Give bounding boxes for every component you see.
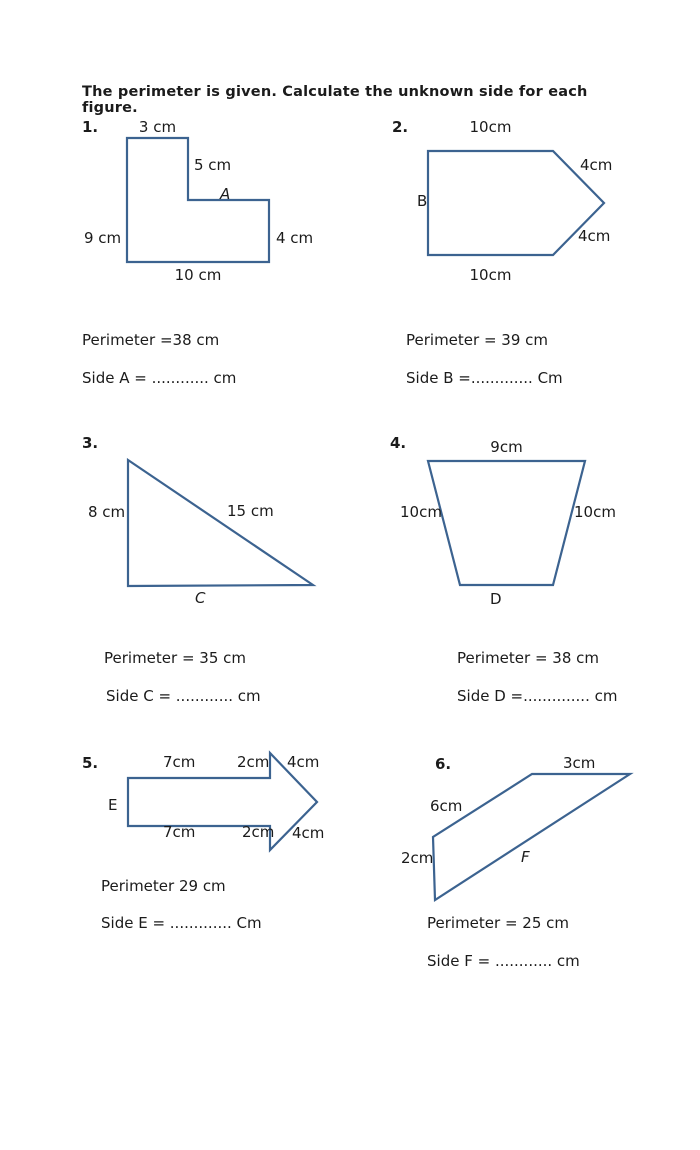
figure-5-unknown-side-label: E (108, 796, 118, 814)
figure-5-top-shaft-label: 7cm (163, 753, 196, 771)
figure-2-lower-right-label: 4cm (578, 227, 611, 245)
figure-4-number: 4. (390, 434, 407, 452)
figure-4-top-label: 9cm (490, 438, 523, 456)
figure-3-perimeter-text: Perimeter = 35 cm (104, 649, 247, 667)
figure-5-bottom-notch-label: 2cm (242, 823, 275, 841)
figure-4-unknown-side-label: D (490, 590, 502, 608)
figure-4-right-label: 10cm (574, 503, 616, 521)
figure-5-bottom-shaft-label: 7cm (163, 823, 196, 841)
figure-4-left-label: 10cm (400, 503, 442, 521)
figure-3-side-answer-blank: Side C = ............ cm (106, 687, 261, 705)
figure-6-left-label: 2cm (401, 849, 434, 867)
figure-4-perimeter-text: Perimeter = 38 cm (457, 649, 600, 667)
figure-3-triangle-shape (128, 460, 313, 586)
figure-3-hypotenuse-label: 15 cm (227, 502, 274, 520)
figure-1-bottom-label: 10 cm (174, 266, 222, 284)
worksheet-title: The perimeter is given. Calculate the unknown side for each figure. (82, 84, 588, 116)
figure-6-upper-left-label: 6cm (430, 797, 463, 815)
figure-2-side-answer-blank: Side B =............. Cm (406, 369, 563, 387)
figure-5-top-notch-label: 2cm (237, 753, 270, 771)
figure-3-unknown-side-label: C (195, 589, 206, 607)
figure-2-bottom-label: 10cm (469, 266, 512, 284)
figure-5-perimeter-text: Perimeter 29 cm (101, 877, 226, 895)
figure-5-number: 5. (82, 754, 99, 772)
figure-6-side-answer-blank: Side F = ............ cm (427, 952, 580, 970)
figure-5-side-answer-blank: Side E = ............. Cm (101, 914, 262, 932)
figure-3-left-label: 8 cm (88, 503, 126, 521)
figure-2-number: 2. (392, 118, 409, 136)
figure-6-unknown-side-label: F (521, 848, 530, 866)
figure-1-perimeter-text: Perimeter =38 cm (82, 331, 220, 349)
figure-6-quadrilateral-shape (433, 774, 630, 900)
figure-2-upper-right-label: 4cm (580, 156, 613, 174)
figure-1-right-label: 4 cm (276, 229, 314, 247)
figure-2-perimeter-text: Perimeter = 39 cm (406, 331, 549, 349)
figure-1-left-label: 9 cm (84, 229, 122, 247)
figure-2-unknown-side-label: B (417, 192, 428, 210)
figure-1-number: 1. (82, 118, 99, 136)
figure-6-number: 6. (435, 755, 452, 773)
figure-4-trapezoid-shape (428, 461, 585, 585)
figure-5-bottom-head-label: 4cm (292, 824, 325, 842)
figure-5-top-head-label: 4cm (287, 753, 320, 771)
figure-4-side-answer-blank: Side D =.............. cm (457, 687, 618, 705)
figure-1-top-label: 3 cm (138, 118, 177, 136)
figure-6-top-label: 3cm (563, 754, 596, 772)
figure-1-inner-vertical-label: 5 cm (194, 156, 232, 174)
figure-1-side-answer-blank: Side A = ............ cm (82, 369, 237, 387)
figure-6-perimeter-text: Perimeter = 25 cm (427, 914, 570, 932)
figure-3-number: 3. (82, 434, 99, 452)
figure-2-top-label: 10cm (469, 118, 512, 136)
figure-1-unknown-side-label: A (220, 185, 231, 203)
